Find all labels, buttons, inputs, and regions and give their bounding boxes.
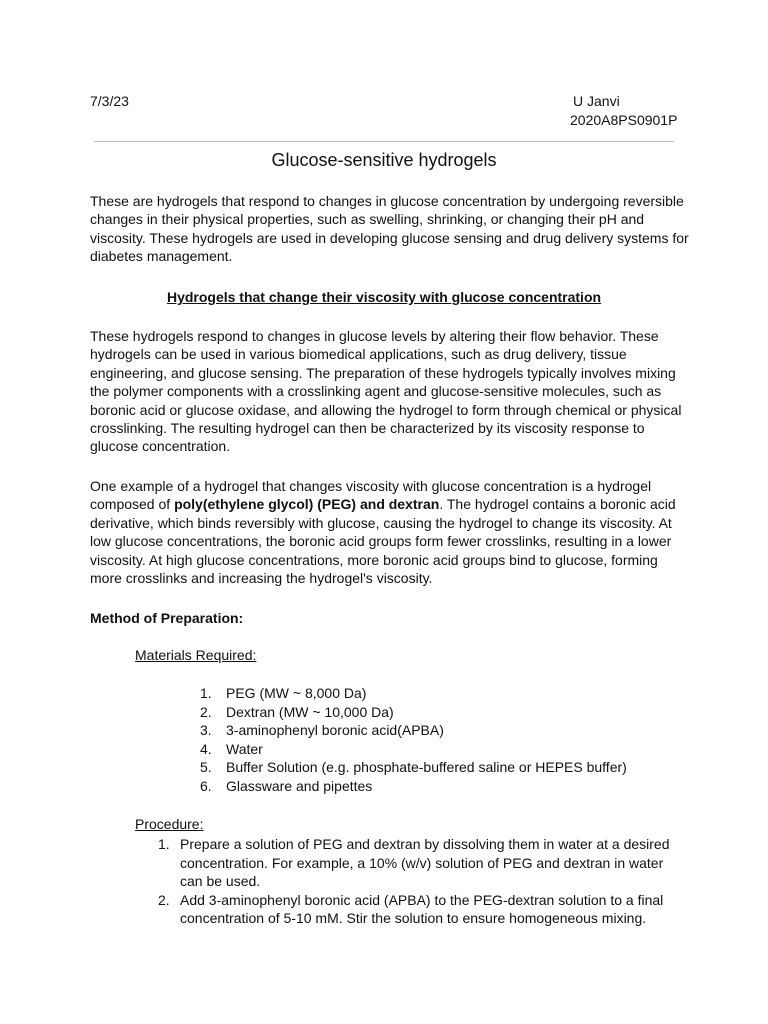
paragraph-2-text-end: . The hydrogel contains a boronic acid derivative, which binds reversibly with glucose, causing the hydrogel to change its viscosity. At low glucose concentrations, the boronic acid groups form fewer crosslinks, resulting in a lower viscosity. At high glucose concentrations, more boronic acid groups bind to glucose, forming more crosslinks and increasing the hydrogel's viscosity. — [90, 496, 676, 587]
list-item-text: 3-aminophenyl boronic acid(APBA) — [226, 722, 444, 739]
paragraph-2-bold-text: poly(ethylene glycol) (PEG) and dextran — [174, 496, 440, 513]
paragraph-1: These hydrogels respond to changes in glucose levels by altering their flow behavior. These hydrogels can be used in various biomedical applications, such as drug delivery, tissue engineering, and glucose sensing. The preparation of these hydrogels typically involves mixing the polymer components with a crosslinking agent and glucose-sensitive molecules, such as boronic acid or glucose oxidase, and allowing the hydrogel to form through chemical or physical crosslinking. The resulting hydrogel can then be characterized by its viscosity response to glucose concentration. — [90, 328, 682, 455]
procedure-label: Procedure: — [135, 816, 204, 832]
header-divider — [94, 141, 674, 142]
list-item-number: 4. — [200, 740, 212, 757]
procedure-step-number: 2. — [158, 891, 170, 908]
procedure-step — [158, 891, 678, 928]
list-item-text: Dextran (MW ~ 10,000 Da) — [226, 703, 394, 720]
materials-list — [200, 684, 627, 796]
list-item — [200, 684, 627, 703]
procedure-step — [158, 835, 678, 891]
list-item-number: 5. — [200, 759, 212, 776]
list-item-number: 1. — [200, 685, 212, 701]
list-item-number: 2. — [200, 703, 212, 720]
list-item-text: Buffer Solution (e.g. phosphate-buffered saline or HEPES buffer) — [226, 759, 627, 776]
list-item — [200, 740, 627, 759]
method-heading: Method of Preparation: — [90, 610, 244, 626]
list-item-number: 6. — [200, 777, 212, 794]
section-heading: Hydrogels that change their viscosity with glucose concentration — [166, 289, 602, 305]
document-title: Glucose-sensitive hydrogels — [271, 150, 497, 170]
header-date: 7/3/23 — [90, 93, 129, 109]
header-student-id: 2020A8PS0901P — [570, 112, 678, 128]
list-item — [200, 703, 627, 722]
list-item — [200, 721, 627, 740]
procedure-step-text: Add 3-aminophenyl boronic acid (APBA) to the PEG-dextran solution to a final concentration of 5-10 mM. Stir the solution to ensure homogeneous mixing. — [180, 891, 664, 927]
header-author: U Janvi — [573, 93, 620, 109]
procedure-step-text: Prepare a solution of PEG and dextran by dissolving them in water at a desired concentration. For example, a 10% (w/v) solution of PEG and dextran in water can be used. — [180, 836, 670, 890]
procedure-list — [158, 835, 678, 928]
intro-paragraph: These are hydrogels that respond to changes in glucose concentration by undergoing reversible changes in their physical properties, such as swelling, shrinking, or changing their pH and viscosity. These hydrogels are used in developing glucose sensing and drug delivery systems for diabetes management. — [90, 193, 689, 265]
materials-label: Materials Required: — [135, 647, 257, 663]
paragraph-2-text-start: One example of a hydrogel that changes viscosity with glucose concentration is a hydrogel composed of — [90, 478, 652, 513]
list-item — [200, 777, 627, 796]
paragraph-2 — [90, 477, 690, 587]
procedure-step-number: 1. — [158, 836, 170, 852]
list-item — [200, 758, 627, 777]
list-item-text: Water — [226, 740, 263, 757]
list-item-number: 3. — [200, 722, 212, 739]
list-item-text: PEG (MW ~ 8,000 Da) — [226, 685, 367, 701]
list-item-text: Glassware and pipettes — [226, 777, 373, 794]
